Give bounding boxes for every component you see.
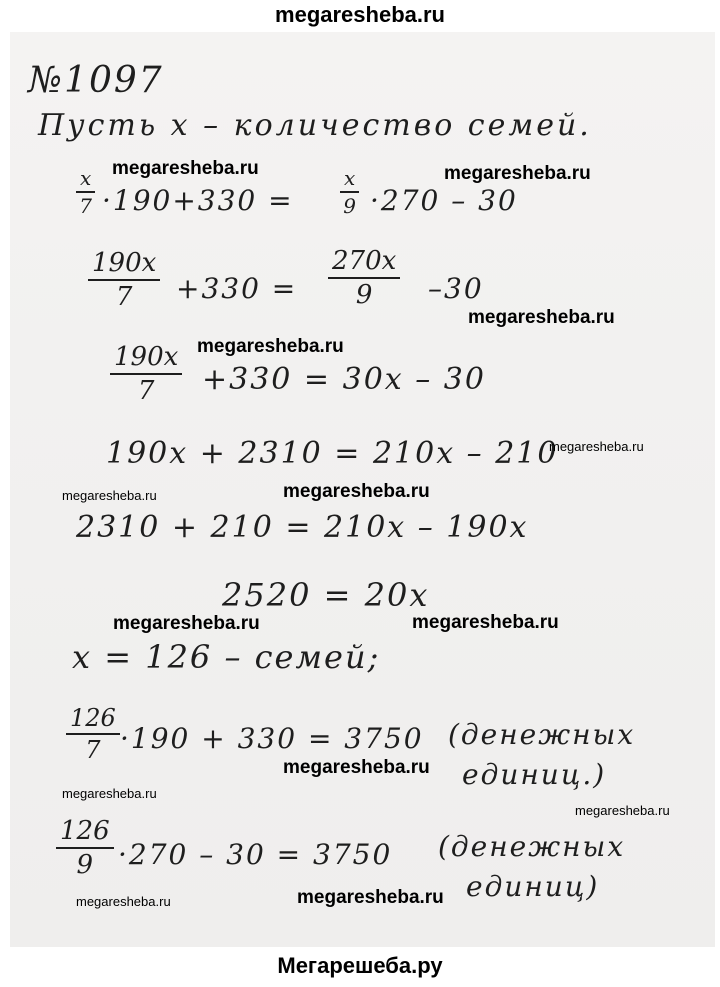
check1-unit-line1: (денежных [448, 718, 636, 751]
eq2-fraction-right [328, 246, 400, 310]
eq6-line: 2520 = 20x [222, 576, 430, 614]
eq1-fraction-left-den: 7 [79, 194, 92, 218]
watermark: megaresheba.ru [76, 894, 171, 909]
watermark: megaresheba.ru [62, 786, 157, 801]
eq5-line: 2310 + 210 = 210x – 190x [76, 510, 529, 545]
check2-fraction [56, 816, 114, 880]
eq2-middle: +330 = [176, 272, 298, 305]
watermark: megaresheba.ru [468, 307, 615, 328]
watermark: megaresheba.ru [283, 757, 430, 778]
eq2-fraction-right-den: 9 [355, 280, 373, 310]
watermark: megaresheba.ru [113, 613, 260, 634]
watermark: megaresheba.ru [112, 158, 259, 179]
eq2-tail: –30 [428, 272, 484, 305]
eq1-fraction-right-den: 9 [343, 194, 356, 218]
check2-expression: ·270 – 30 = 3750 [118, 838, 393, 871]
eq1-fraction-right [340, 166, 359, 218]
watermark: megaresheba.ru [444, 163, 591, 184]
watermark: megaresheba.ru [575, 803, 670, 818]
check2-unit-line1: (денежных [438, 830, 626, 863]
site-header: megaresheba.ru [275, 2, 445, 27]
watermark: megaresheba.ru [297, 887, 444, 908]
eq3-tail: +330 = 30x – 30 [202, 362, 486, 397]
site-footer: Мегарешеба.ру [277, 953, 443, 978]
eq3-fraction-left [110, 342, 182, 406]
eq2-fraction-left [88, 248, 160, 312]
answer-line: x = 126 – семей; [72, 638, 381, 676]
eq1-tail: ·270 – 30 [370, 184, 518, 217]
eq2-fraction-left-den: 7 [115, 282, 133, 312]
eq4-line: 190x + 2310 = 210x – 210 [106, 436, 559, 471]
check1-fraction [66, 704, 120, 764]
watermark: megaresheba.ru [549, 439, 644, 454]
watermark: megaresheba.ru [412, 612, 559, 633]
check1-expression: ·190 + 330 = 3750 [120, 722, 424, 755]
watermark: megaresheba.ru [62, 488, 157, 503]
eq3-fraction-left-den: 7 [137, 376, 155, 406]
problem-number: №1097 [28, 60, 164, 101]
intro-line: Пусть x – количество семей. [38, 108, 592, 143]
watermark: megaresheba.ru [197, 336, 344, 357]
check2-fraction-num: 126 [60, 816, 110, 846]
eq1-fraction-left [76, 166, 95, 218]
eq1-fraction-left-num: x [80, 166, 92, 190]
check2-unit-line2: единиц) [466, 870, 600, 903]
eq1-middle: ·190+330 = [102, 184, 294, 217]
check1-fraction-den: 7 [85, 736, 101, 764]
eq2-fraction-left-num: 190x [92, 248, 157, 278]
check2-fraction-den: 9 [76, 850, 94, 880]
check1-fraction-num: 126 [70, 704, 116, 732]
eq3-fraction-left-num: 190x [114, 342, 179, 372]
check1-unit-line2: единиц.) [462, 758, 607, 791]
watermark: megaresheba.ru [283, 481, 430, 502]
eq1-fraction-right-num: x [344, 166, 356, 190]
eq2-fraction-right-num: 270x [332, 246, 397, 276]
